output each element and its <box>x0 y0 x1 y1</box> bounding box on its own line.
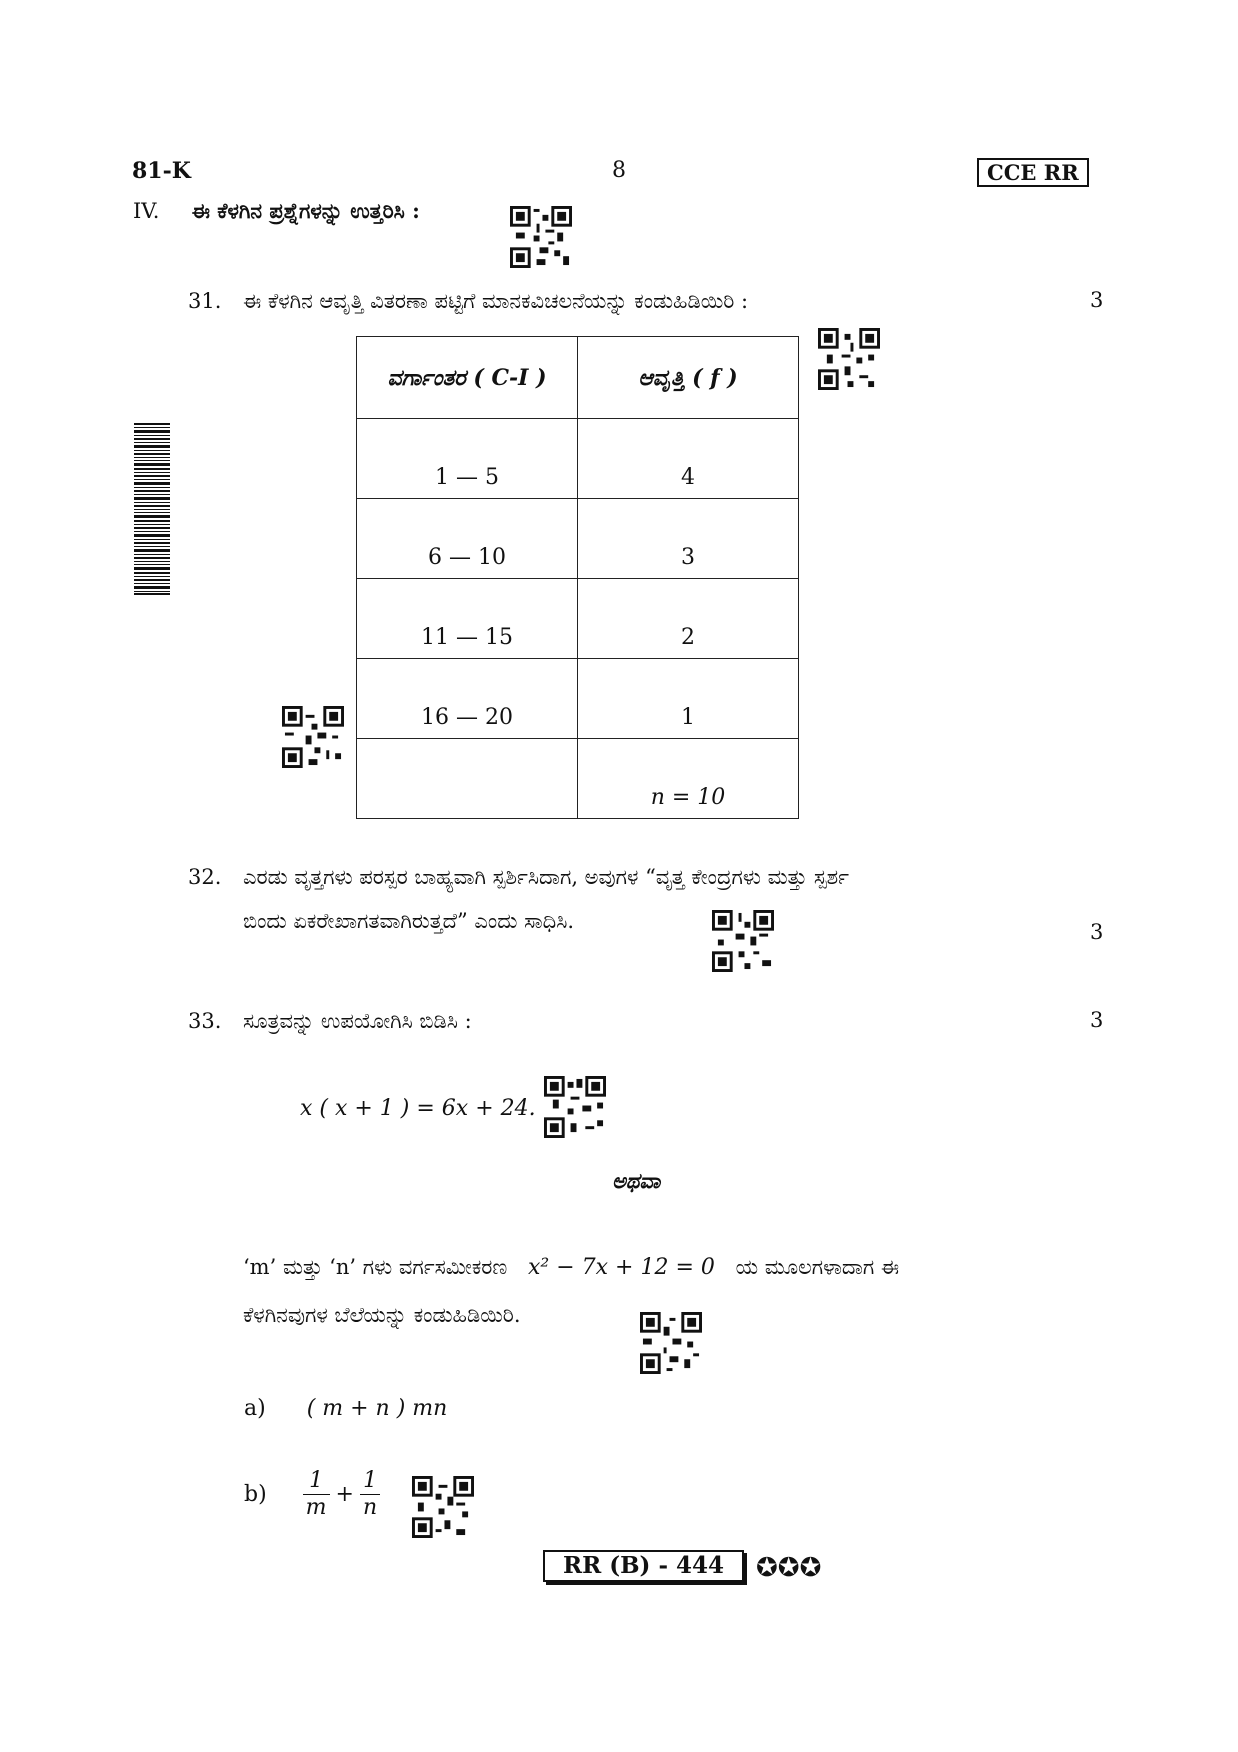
marks-q31: 3 <box>1090 288 1104 312</box>
table-cell: 16 — 20 <box>357 659 578 739</box>
table-row <box>357 579 799 659</box>
table-cell: 4 <box>578 419 799 499</box>
table-row <box>357 659 799 739</box>
part-a-label: a) <box>244 1396 266 1421</box>
qr-code-icon <box>510 206 572 268</box>
footer-stars-icon: ✪✪✪ <box>756 1553 822 1583</box>
column-header-class-interval: ವರ್ಗಾಂತರ ( C-I ) <box>357 337 578 419</box>
part-b <box>244 1468 380 1521</box>
table-cell: 6 — 10 <box>357 499 578 579</box>
table-cell: n = 10 <box>578 739 799 819</box>
section-heading <box>133 198 420 224</box>
numerator: 1 <box>303 1468 330 1495</box>
question-number: 33. <box>188 1009 222 1033</box>
question-text: ಈ ಕೆಳಗಿನ ಆವೃತ್ತಿ ವಿತರಣಾ ಪಟ್ಟಿಗೆ ಮಾನಕವಿಚಲನೆಯನ್ನು ಕಂಡುಹಿಡಿಯಿರಿ : <box>243 289 749 313</box>
marks-q33: 3 <box>1090 1008 1104 1032</box>
plus-sign: + <box>335 1482 354 1507</box>
marks-q32: 3 <box>1090 920 1104 944</box>
part-b-label: b) <box>244 1482 267 1507</box>
qr-code-icon <box>712 910 774 972</box>
qr-code-icon <box>282 706 344 768</box>
frequency-table <box>356 336 799 819</box>
alternative-question-line-1 <box>243 1252 899 1283</box>
table-row <box>357 739 799 819</box>
fraction-1-over-m <box>303 1468 330 1521</box>
equation: x ( x + 1 ) = 6x + 24. <box>300 1096 536 1121</box>
part-a-expression: ( m + n ) mn <box>306 1396 448 1421</box>
fraction-1-over-n <box>360 1468 380 1521</box>
footer-code-box: RR (B) - 444 <box>543 1550 744 1582</box>
denominator: n <box>362 1495 378 1520</box>
question-text-line-2: ಬಿಂದು ಏಕರೇಖಾಗತವಾಗಿರುತ್ತದೆ” ಎಂದು ಸಾಧಿಸಿ. <box>243 909 575 933</box>
table-cell <box>357 739 578 819</box>
table-cell: 3 <box>578 499 799 579</box>
table-cell: 1 <box>578 659 799 739</box>
qr-code-icon <box>412 1476 474 1538</box>
alternative-text-b: ಯ ಮೂಲಗಳಾದಾಗ ಈ <box>735 1255 900 1279</box>
page-number: 8 <box>612 158 626 183</box>
table-header-row <box>357 337 799 419</box>
table-row <box>357 499 799 579</box>
qr-code-icon <box>544 1076 606 1138</box>
section-numeral: IV. <box>133 199 160 223</box>
question-number: 32. <box>188 865 222 889</box>
alternative-text-a: ‘m’ ಮತ್ತು ‘n’ ಗಳು ವರ್ಗಸಮೀಕರಣ <box>243 1255 508 1279</box>
question-text-line-1: ಎರಡು ವೃತ್ತಗಳು ಪರಸ್ಪರ ಬಾಹ್ಯವಾಗಿ ಸ್ಪರ್ಶಿಸಿದಾಗ, ಅವುಗಳ “ವೃತ್ತ ಕೇಂದ್ರಗಳು ಮತ್ತು ಸ್ಪರ್ಶ <box>243 865 849 889</box>
qr-code-icon <box>640 1312 702 1374</box>
section-instruction: ಈ ಕೆಳಗಿನ ಪ್ರಶ್ನೆಗಳನ್ನು ಉತ್ತರಿಸಿ : <box>191 198 420 223</box>
question-number: 31. <box>188 289 222 313</box>
table-cell: 11 — 15 <box>357 579 578 659</box>
table-cell: 1 — 5 <box>357 419 578 499</box>
or-divider: ಅಥವಾ <box>612 1168 661 1193</box>
alternative-equation: x² − 7x + 12 = 0 <box>527 1255 715 1280</box>
barcode-icon <box>134 423 170 595</box>
paper-type-box: CCE RR <box>977 158 1089 187</box>
numerator: 1 <box>360 1468 380 1495</box>
part-a <box>244 1396 447 1421</box>
alternative-question-line-2: ಕೆಳಗಿನವುಗಳ ಬೆಲೆಯನ್ನು ಕಂಡುಹಿಡಿಯಿರಿ. <box>243 1303 521 1327</box>
paper-code: 81-K <box>132 158 191 184</box>
question-text: ಸೂತ್ರವನ್ನು ಉಪಯೋಗಿಸಿ ಬಿಡಿಸಿ : <box>243 1009 472 1033</box>
denominator: m <box>305 1495 327 1520</box>
table-row <box>357 419 799 499</box>
table-cell: 2 <box>578 579 799 659</box>
qr-code-icon <box>818 328 880 390</box>
column-header-frequency: ಆವೃತ್ತಿ ( f ) <box>578 337 799 419</box>
